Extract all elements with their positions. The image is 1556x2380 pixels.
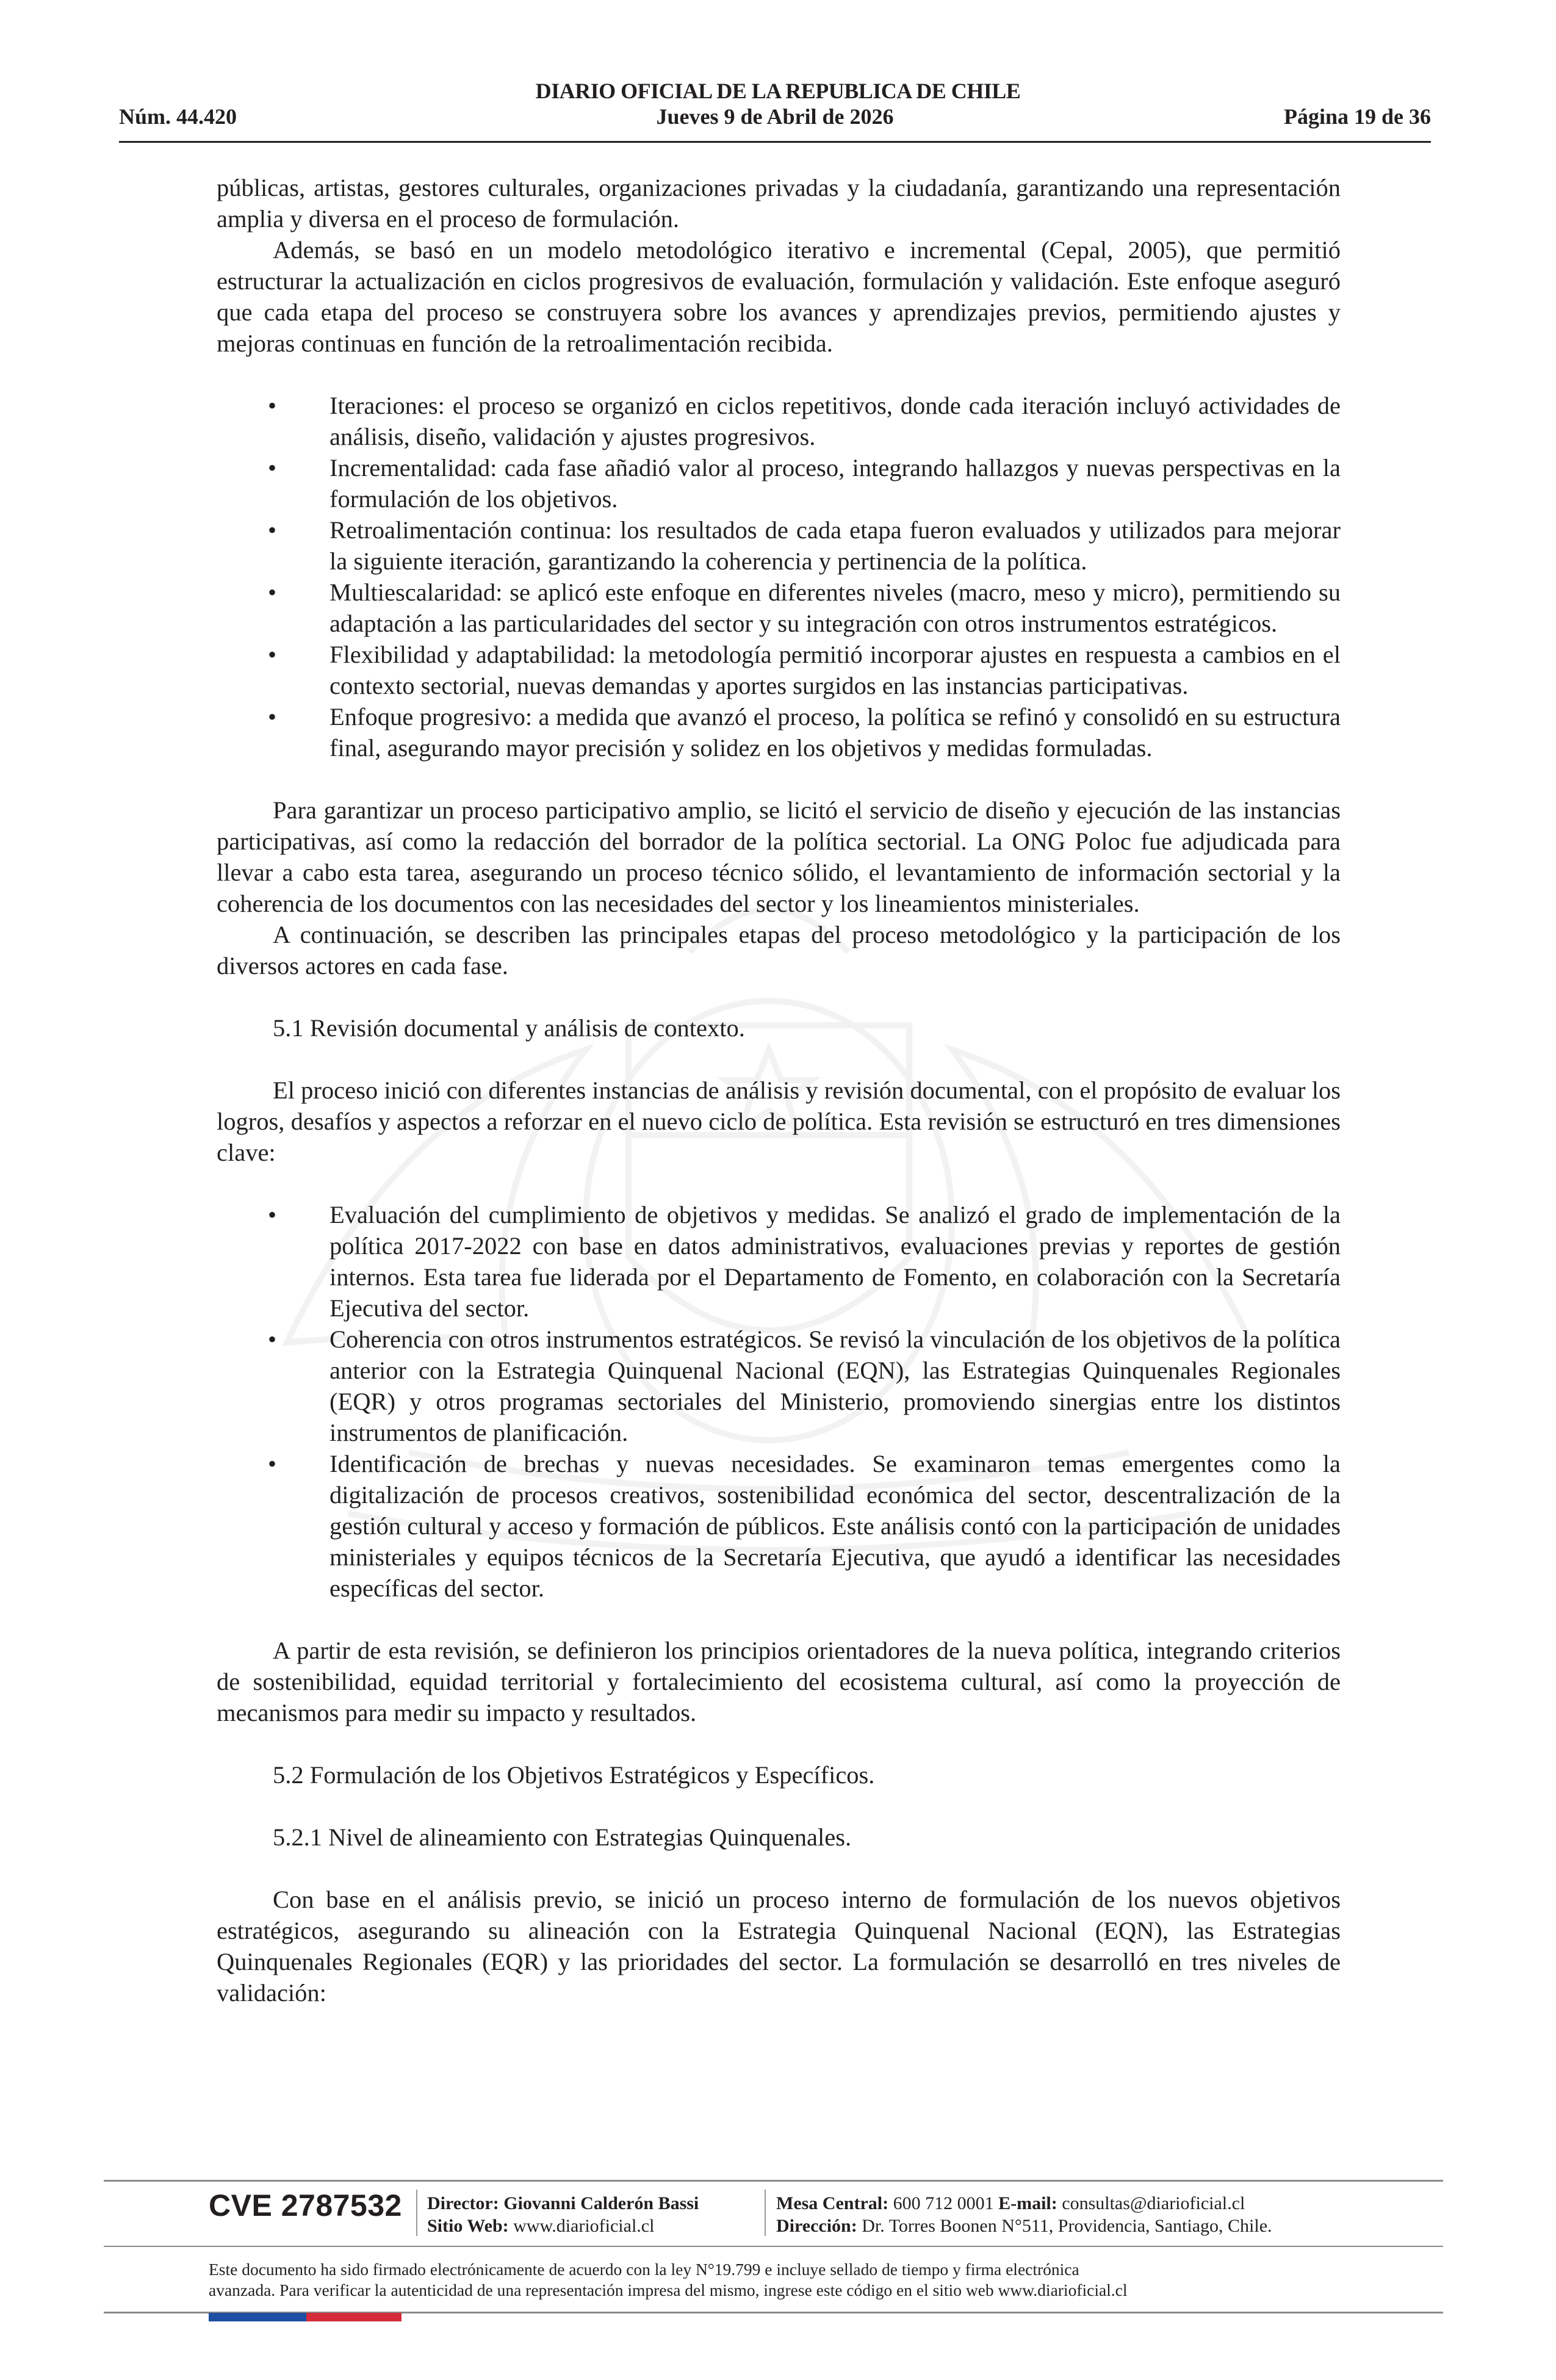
bullet-icon: • (268, 1201, 277, 1228)
spacer (217, 981, 1341, 1012)
issue-number: Núm. 44.420 (119, 104, 237, 129)
email-label: E-mail: (998, 2193, 1057, 2213)
spacer (217, 1604, 1341, 1635)
list-item: • Iteraciones: el proceso se organizó en ciclos repetitivos, donde cada iteración incluyó actividades de análisis, diseño, validación y ajustes progresivos. (217, 390, 1341, 452)
phone-number: 600 712 0001 (893, 2193, 994, 2213)
list-item: • Multiescalaridad: se aplicó este enfoque en diferentes niveles (macro, meso y micro), permitiendo su adaptación a las particularidades del sector y su integración con otros instrumentos estratégicos. (217, 577, 1341, 639)
footer-divider-top (104, 2180, 1443, 2182)
bullet-icon: • (268, 579, 277, 606)
flag-stripe-blue (209, 2313, 306, 2321)
website-link[interactable]: www.diarioficial.cl (513, 2216, 655, 2236)
address-value: Dr. Torres Boonen N°511, Providencia, Santiago, Chile. (862, 2216, 1272, 2236)
bullet-icon: • (268, 454, 277, 481)
website-label: Sitio Web: (427, 2216, 509, 2236)
list-item: • Coherencia con otros instrumentos estratégicos. Se revisó la vinculación de los objetivos de la política anterior con la Estrategia Quinquenal Nacional (EQN), las Estrategias Quinquenales Regionales (EQR) y otros programas sectoriales del Ministerio, promoviendo sinergias entre los distintos instrumentos de planificación. (217, 1324, 1341, 1448)
issue-date: Jueves 9 de Abril de 2026 (656, 104, 894, 129)
director-label: Director: (427, 2193, 499, 2213)
section-heading-5-2-1: 5.2.1 Nivel de alineamiento con Estrategias Quinquenales. (273, 1823, 852, 1851)
header-row (119, 104, 1431, 134)
footer-separator (416, 2190, 417, 2236)
bullet-icon: • (268, 1325, 277, 1353)
list-item: • Flexibilidad y adaptabilidad: la metodología permitió incorporar ajustes en respuesta a cambios en el contexto sectorial, nuevas demandas y aportes surgidos en las instancias participativas. (217, 639, 1341, 701)
list-item: • Retroalimentación continua: los resultados de cada etapa fueron evaluados y utilizados para mejorar la siguiente iteración, garantizando la coherencia y pertinencia de la política. (217, 514, 1341, 577)
list-item: • Evaluación del cumplimiento de objetivos y medidas. Se analizó el grado de implementación de la política 2017-2022 con base en datos administrativos, evaluaciones previas y reportes de gestión internos. Esta tarea fue liderada por el Departamento de Fomento, en colaboración con la Secretaría Ejecutiva del sector. (217, 1199, 1341, 1324)
list-item: • Incrementalidad: cada fase añadió valor al proceso, integrando hallazgos y nuevas perspectivas en la formulación de los objetivos. (217, 452, 1341, 514)
paragraph: públicas, artistas, gestores culturales, organizaciones privadas y la ciudadanía, garantizando una representación amplia y diversa en el proceso de formulación. (217, 174, 1341, 233)
cve-code: CVE 2787532 (209, 2188, 402, 2223)
spacer (217, 1044, 1341, 1075)
footer-divider-middle (104, 2246, 1443, 2247)
bullet-icon: • (268, 1450, 277, 1477)
bullet-icon: • (268, 641, 277, 668)
footer-contact-block (776, 2192, 1272, 2237)
bullet-icon: • (268, 703, 277, 730)
email-link[interactable]: consultas@diarioficial.cl (1062, 2193, 1245, 2213)
phone-label: Mesa Central: (776, 2193, 889, 2213)
director-name: Giovanni Calderón Bassi (503, 2193, 699, 2213)
spacer (217, 1790, 1341, 1822)
newspaper-title: DIARIO OFICIAL DE LA REPUBLICA DE CHILE (535, 79, 1021, 103)
spacer (217, 763, 1341, 795)
spacer (217, 359, 1341, 390)
legal-notice (209, 2259, 1325, 2301)
section-heading-5-1: 5.1 Revisión documental y análisis de contexto. (273, 1014, 745, 1042)
paragraph: El proceso inició con diferentes instancias de análisis y revisión documental, con el propósito de evaluar los logros, desafíos y aspectos a reforzar en el nuevo ciclo de política. Esta revisión se estructuró en tres dimensiones clave: (217, 1076, 1341, 1166)
review-dimensions-list (217, 1199, 1341, 1604)
legal-line: Este documento ha sido firmado electrónicamente de acuerdo con la ley N°19.799 e incluye sellado de tiempo y firma electrónica (209, 2260, 1079, 2279)
address-label: Dirección: (776, 2216, 857, 2236)
footer-director-block (427, 2192, 699, 2237)
bullet-icon: • (268, 516, 277, 544)
spacer (217, 1168, 1341, 1199)
document-body (217, 172, 1341, 2008)
list-item: • Identificación de brechas y nuevas necesidades. Se examinaron temas emergentes como la digitalización de procesos creativos, sostenibilidad económica del sector, descentralización de la gestión cultural y acceso y formación de públicos. Este análisis contó con la participación de unidades ministeriales y equipos técnicos de la Secretaría Ejecutiva, que ayudó a identificar las necesidades específicas del sector. (217, 1448, 1341, 1604)
page-number: Página 19 de 36 (1283, 104, 1431, 129)
spacer (217, 1728, 1341, 1759)
section-heading-5-2: 5.2 Formulación de los Objetivos Estratégicos y Específicos. (273, 1761, 875, 1789)
list-item: • Enfoque progresivo: a medida que avanzó el proceso, la política se refinó y consolidó en su estructura final, asegurando mayor precisión y solidez en los objetivos y medidas formuladas. (217, 701, 1341, 763)
paragraph: A continuación, se describen las principales etapas del proceso metodológico y la participación de los diversos actores en cada fase. (217, 921, 1341, 979)
legal-line: avanzada. Para verificar la autenticidad de una representación impresa del mismo, ingrese este código en el sitio web www.diarioficial.cl (209, 2281, 1128, 2299)
footer-separator (765, 2190, 766, 2236)
bullet-icon: • (268, 392, 277, 419)
header-divider (119, 141, 1431, 143)
methodology-bullet-list (217, 390, 1341, 763)
paragraph: Para garantizar un proceso participativo amplio, se licitó el servicio de diseño y ejecución de las instancias participativas, así como la redacción del borrador de la política sectorial. La ONG Poloc fue adjudicada para llevar a cabo esta tarea, asegurando un proceso técnico sólido, el levantamiento de información sectorial y la coherencia de los documentos con las necesidades del sector y los lineamientos ministeriales. (217, 796, 1341, 917)
spacer (217, 1853, 1341, 1884)
paragraph: Con base en el análisis previo, se inició un proceso interno de formulación de los nuevos objetivos estratégicos, asegurando su alineación con la Estrategia Quinquenal Nacional (EQN), las Estrategias Quinquenales Regionales (EQR) y las prioridades del sector. La formulación se desarrolló en tres niveles de validación: (217, 1886, 1341, 2007)
paragraph: Además, se basó en un modelo metodológico iterativo e incremental (Cepal, 2005), que permitió estructurar la actualización en ciclos progresivos de evaluación, formulación y validación. Este enfoque aseguró que cada etapa del proceso se construyera sobre los avances y aprendizajes previos, permitiendo ajustes y mejoras continuas en función de la retroalimentación recibida. (217, 236, 1341, 357)
flag-stripe-red (306, 2313, 402, 2321)
paragraph: A partir de esta revisión, se definieron los principios orientadores de la nueva política, integrando criterios de sostenibilidad, equidad territorial y fortalecimiento del ecosistema cultural, así como la proyección de mecanismos para medir su impacto y resultados. (217, 1637, 1341, 1726)
